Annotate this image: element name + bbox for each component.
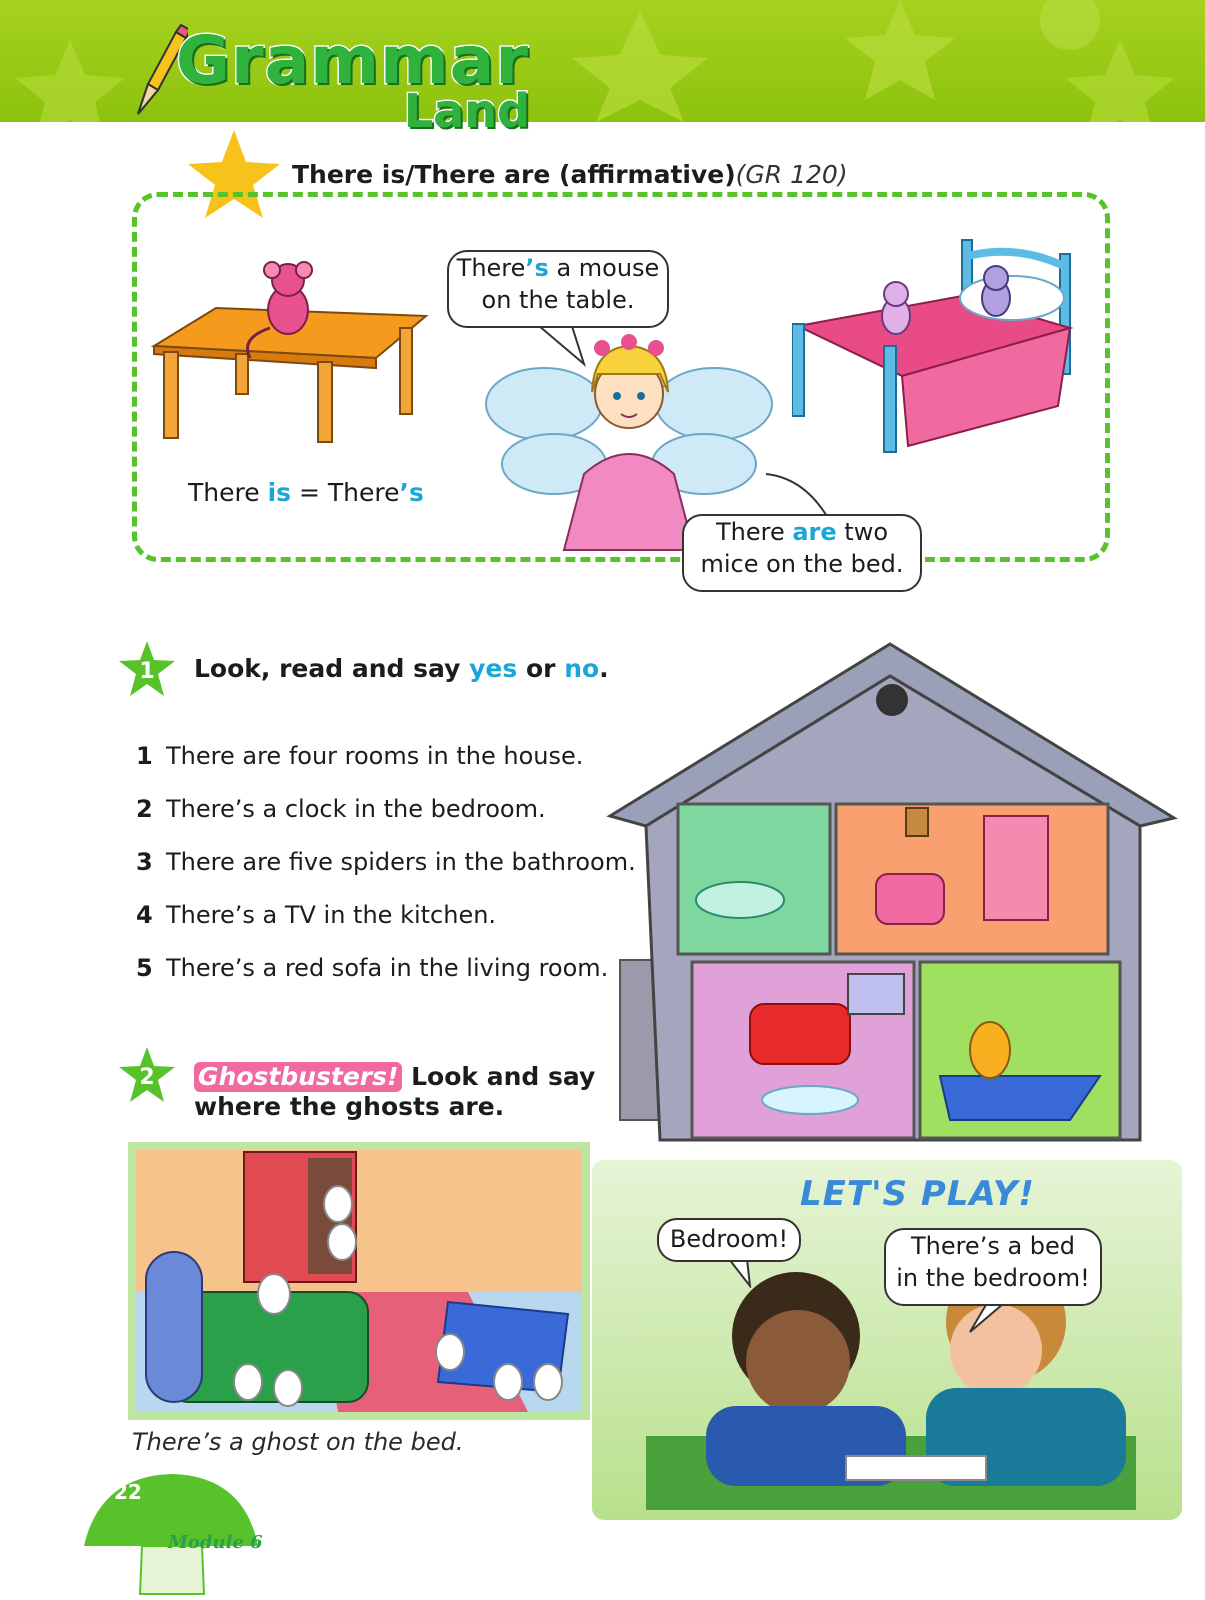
exercise-1-star-badge [118,640,176,698]
page-number: 22 [114,1480,142,1504]
list-item [136,795,546,823]
ghostbusters-tag: Ghostbusters! [194,1062,402,1092]
item-number: 4 [136,901,153,929]
instr-or: or [517,654,565,683]
item-text: There’s a red sofa in the living room. [166,954,609,982]
rule-middle: = There [291,478,400,507]
speech-bubble-bed-in-bedroom [884,1228,1102,1306]
module-label: Module 6 [168,1532,263,1553]
bubble1-line2: on the table. [481,286,635,314]
instr-prefix: Look, read and say [194,654,470,683]
exercise-2-number: 2 [139,1065,155,1090]
instr-no: no [564,654,600,683]
list-item [136,954,608,982]
lets-play-title: LET'S PLAY! [800,1174,1035,1214]
speech-bubble-mice-bed [682,514,922,592]
item-text: There’s a clock in the bedroom. [166,795,546,823]
logo-land-text: Land [404,84,531,138]
exercise-2-star-badge [118,1046,176,1104]
bubble2-line2: mice on the bed. [700,550,904,578]
house-cutaway-illustration [600,640,1190,1180]
bubble1-contraction: ’s [525,254,549,282]
exercise-1-number: 1 [139,659,155,684]
bubble2-are: are [792,518,837,546]
item-number: 5 [136,954,153,982]
grammar-reference: (GR 120) [735,160,848,189]
item-number: 2 [136,795,153,823]
grammar-land-logo [134,18,546,138]
table-with-mouse-illustration [150,258,430,448]
rule-is: is [267,478,292,507]
rule-contraction: ’s [399,478,424,507]
list-item [136,742,583,770]
logo-grammar-text: Grammar [176,22,529,99]
list-item [136,848,636,876]
bubble2-prefix: There [715,518,793,546]
rule-there-is [188,478,424,507]
ghost-bedroom-illustration [128,1142,590,1420]
bed-with-mice-illustration [792,236,1082,456]
item-text: There are five spiders in the bathroom. [166,848,636,876]
instr2-line2: where the ghosts are. [194,1092,505,1121]
exercise-2-example: There’s a ghost on the bed. [132,1428,464,1456]
item-number: 1 [136,742,153,770]
item-number: 3 [136,848,153,876]
exercise-1-instruction [194,654,609,683]
bubble1-prefix: There [456,254,526,282]
bubble-right-line1: There’s a bed [910,1232,1076,1260]
speech-bubble-bedroom: Bedroom! [657,1218,801,1262]
exercise-2-instruction [194,1062,595,1122]
instr-yes: yes [469,654,518,683]
bubble-right-line2: in the bedroom! [896,1264,1090,1292]
item-text: There’s a TV in the kitchen. [166,901,497,929]
item-text: There are four rooms in the house. [166,742,584,770]
list-item [136,901,496,929]
grammar-title [292,160,848,189]
instr-end: . [599,654,609,683]
bubble2-rest: two [836,518,889,546]
instr2-line1: Look and say [402,1062,596,1091]
ghost-bedroom-scene [128,1142,590,1420]
rule-prefix: There [188,478,268,507]
bubble1-rest: a mouse [548,254,660,282]
speech-bubble-mouse-table [447,250,669,328]
grammar-title-text: There is/There are (affirmative) [292,160,736,189]
